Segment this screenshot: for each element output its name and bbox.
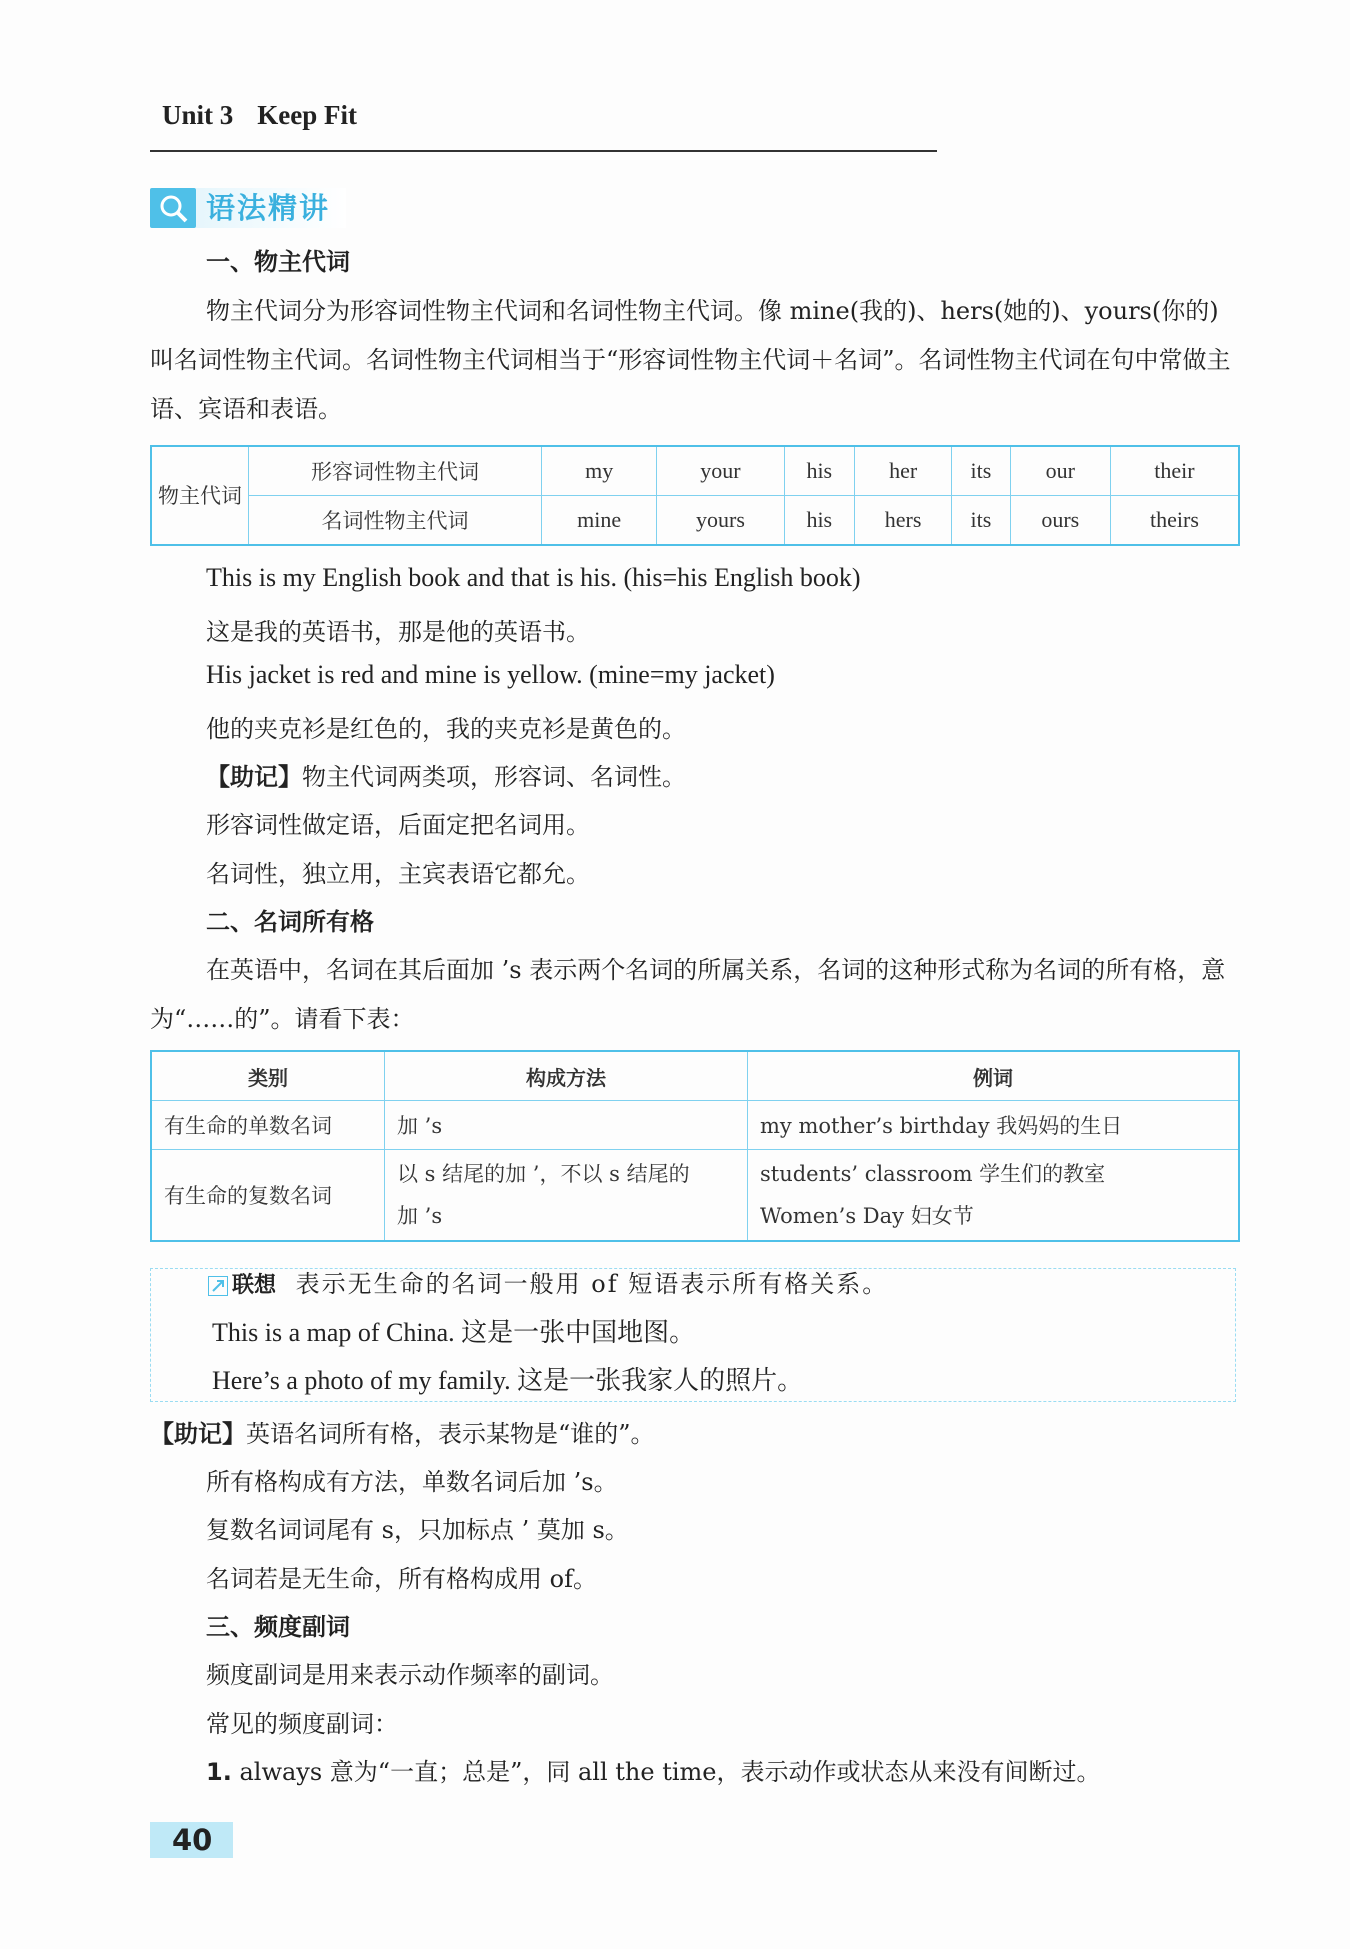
unit-label: Unit 3 <box>162 100 234 130</box>
mnemonic-1-line-3: 名词性，独立用，主宾表语它都允。 <box>206 860 590 888</box>
category-cell: 有生命的单数名词 <box>151 1101 385 1150</box>
magnifier-icon <box>150 188 196 228</box>
cell: hers <box>854 496 951 546</box>
example-1-en: This is my English book and that is his. (his=his English book) <box>206 563 861 592</box>
cell: mine <box>542 496 657 546</box>
mnemonic-tag: 【助记】 <box>206 763 302 791</box>
heading-possessive-pronouns: 一、物主代词 <box>206 248 350 276</box>
unit-title: Keep Fit <box>257 100 357 130</box>
association-text: 表示无生命的名词一般用 of 短语表示所有格关系。 <box>295 1270 889 1298</box>
running-header <box>162 100 357 131</box>
heading-possessive-case: 二、名词所有格 <box>206 908 374 936</box>
section-banner <box>150 188 346 228</box>
mnemonic-2-line-4: 名词若是无生命，所有格构成用 of。 <box>206 1565 597 1593</box>
mnemonic-2-line-3: 复数名词词尾有 s，只加标点 ’ 莫加 s。 <box>206 1516 629 1544</box>
frequency-common: 常见的频度副词： <box>206 1710 398 1738</box>
association-example-1: This is a map of China. 这是一张中国地图。 <box>212 1318 696 1347</box>
association-example-2: Here’s a photo of my family. 这是一张我家人的照片。 <box>212 1366 804 1395</box>
mnemonic-2-line-2: 所有格构成有方法，单数名词后加 ’s。 <box>206 1468 618 1496</box>
cell: his <box>784 496 854 546</box>
row-label-adjective: 形容词性物主代词 <box>249 446 542 496</box>
cell: his <box>784 446 854 496</box>
cell: ours <box>1010 496 1110 546</box>
heading-frequency-adverbs: 三、频度副词 <box>206 1613 350 1641</box>
example-cell: my mother’s birthday 我妈妈的生日 <box>748 1101 1240 1150</box>
paragraph-possessive-case: 在英语中，名词在其后面加 ’s 表示两个名词的所属关系，名词的这种形式称为名词的所有格，意为“……的”。请看下表： <box>150 956 1226 1033</box>
possessive-pronoun-table <box>150 445 1240 546</box>
cell: our <box>1010 446 1110 496</box>
cell: her <box>854 446 951 496</box>
row-label-noun: 名词性物主代词 <box>249 496 542 546</box>
col-header-category: 类别 <box>151 1051 385 1101</box>
col-header-method: 构成方法 <box>385 1051 748 1101</box>
example-cell: students’ classroom 学生们的教室 Women’s Day 妇女节 <box>748 1150 1240 1242</box>
cell: theirs <box>1110 496 1239 546</box>
header-rule <box>150 150 937 152</box>
page-number: 40 <box>150 1822 233 1858</box>
section-title: 语法精讲 <box>196 188 346 228</box>
cell: its <box>952 446 1010 496</box>
table-group-label: 物主代词 <box>151 446 249 545</box>
cell: yours <box>657 496 784 546</box>
cell: their <box>1110 446 1239 496</box>
mnemonic-1-line-2: 形容词性做定语，后面定把名词用。 <box>206 811 590 839</box>
frequency-intro: 频度副词是用来表示动作频率的副词。 <box>206 1661 614 1689</box>
mnemonic-2-line-1: 【助记】英语名词所有格，表示某物是“谁的”。 <box>150 1420 655 1448</box>
cell: my <box>542 446 657 496</box>
association-tag: 联想 <box>232 1273 277 1298</box>
example-1-zh: 这是我的英语书，那是他的英语书。 <box>206 618 590 646</box>
mnemonic-tag: 【助记】 <box>150 1420 246 1448</box>
paragraph-possessive: 物主代词分为形容词性物主代词和名词性物主代词。像 mine(我的)、hers(她的)、yours(你的)叫名词性物主代词。名词性物主代词相当于“形容词性物主代词＋名词”。名词性物主代词在句中常做主语、宾语和表语。 <box>150 297 1231 423</box>
possessive-case-table <box>150 1050 1240 1242</box>
cell: its <box>952 496 1010 546</box>
example-2-zh: 他的夹克衫是红色的，我的夹克衫是黄色的。 <box>206 715 686 743</box>
mnemonic-1-line-1: 【助记】物主代词两类项，形容词、名词性。 <box>206 763 686 791</box>
frequency-item-1: 1. always 意为“一直；总是”，同 all the time，表示动作或状态从来没有间断过。 <box>206 1758 1101 1786</box>
table-row <box>151 1150 1239 1242</box>
cell: your <box>657 446 784 496</box>
example-2-en: His jacket is red and mine is yellow. (mine=my jacket) <box>206 660 775 689</box>
category-cell: 有生命的复数名词 <box>151 1150 385 1242</box>
method-cell: 以 s 结尾的加 ’，不以 s 结尾的 加 ’s <box>385 1150 748 1242</box>
method-cell: 加 ’s <box>385 1101 748 1150</box>
col-header-examples: 例词 <box>748 1051 1240 1101</box>
table-row <box>151 1101 1239 1150</box>
association-line <box>208 1264 888 1299</box>
arrow-icon <box>208 1276 228 1296</box>
